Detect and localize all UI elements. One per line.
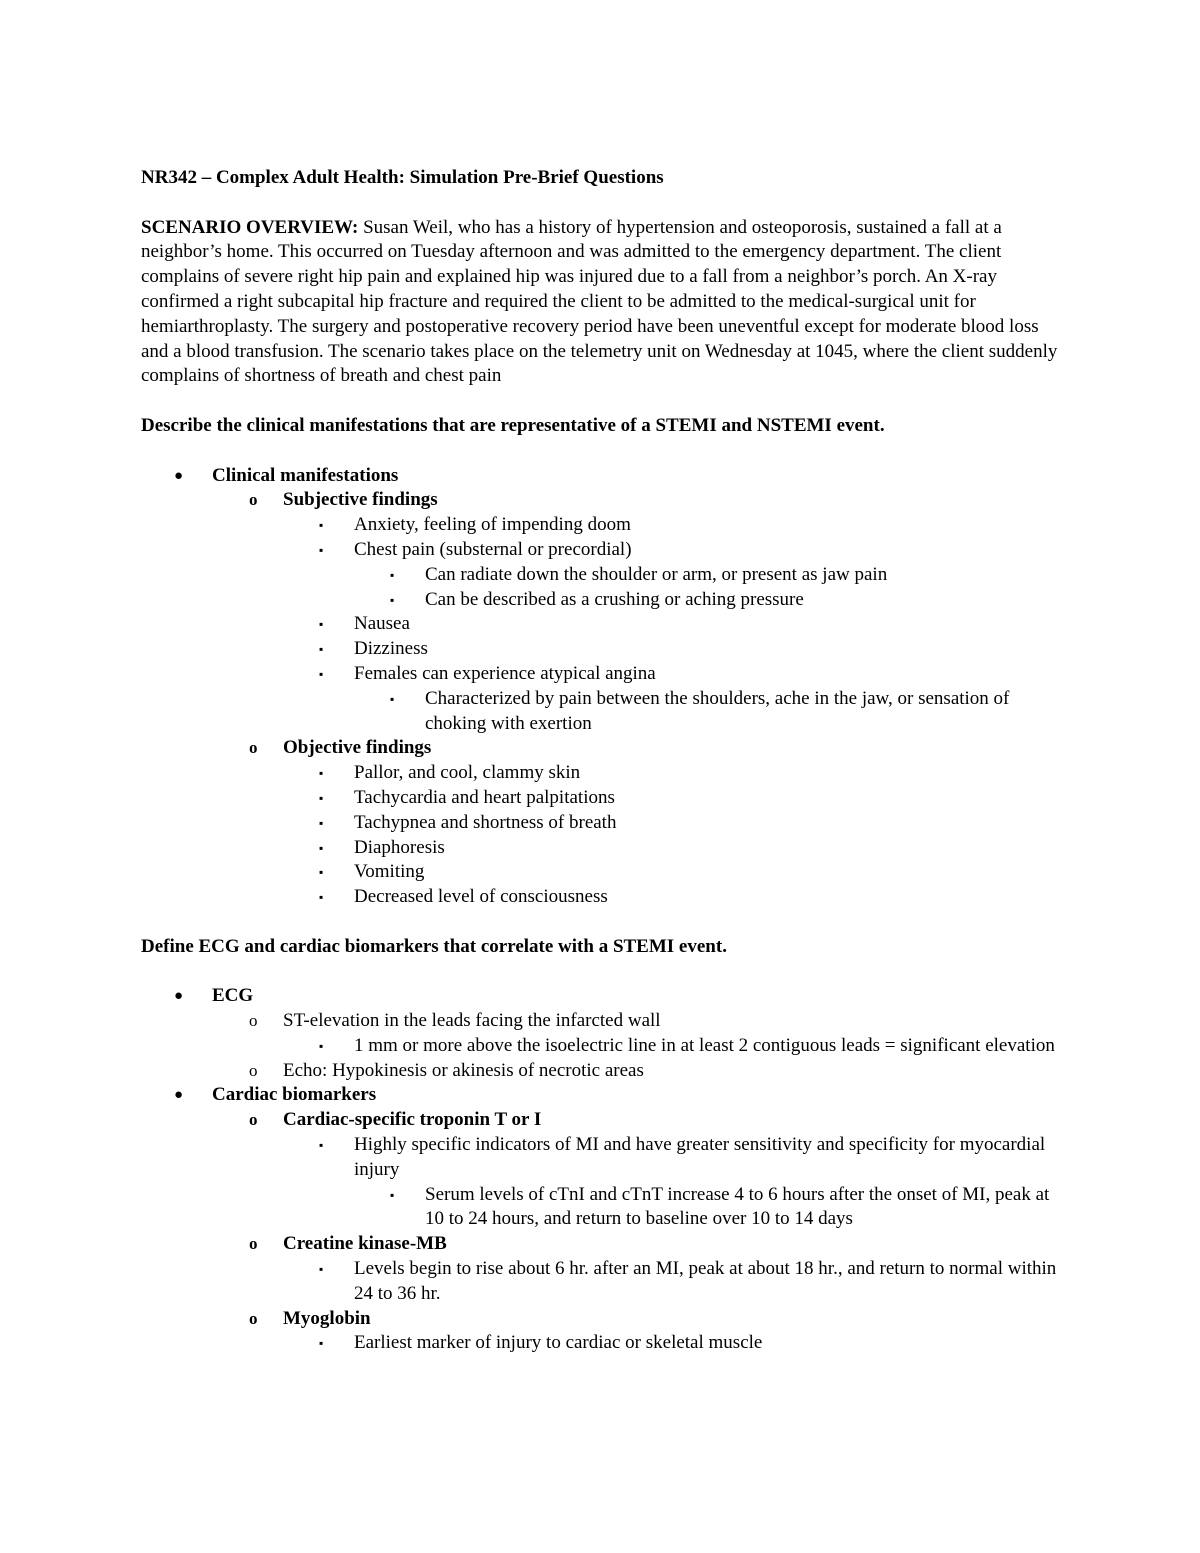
list-item	[283, 811, 1061, 836]
ckmb-list	[283, 1257, 1061, 1307]
square-marker: ▪	[319, 1038, 324, 1053]
list-item-text: Tachycardia and heart palpitations	[354, 786, 615, 808]
scenario-overview-text: Susan Weil, who has a history of hypertension and osteoporosis, sustained a fall at a neighbor’s home. This occurred on Tuesday afternoon and was admitted to the emergency department. The client complains of severe right hip pain and explained hip was injured due to a fall from a neighbor’s porch. An X-ray confirmed a right subcapital hip fracture and required the client to be admitted to the medical-surgical unit for hemiarthroplasty. The surgery and postoperative recovery period have been uneventful except for moderate blood loss and a blood transfusion. The scenario takes place on the telemetry unit on Wednesday at 1045, where the client suddenly complains of shortness of breath and chest pain	[141, 216, 1058, 387]
square-marker: ▪	[319, 542, 324, 557]
list-item	[141, 1083, 1061, 1356]
list-item	[354, 1183, 1061, 1233]
objective-findings-heading: Objective findings	[283, 737, 432, 759]
myoglobin-list	[283, 1331, 1061, 1356]
list-item	[212, 1108, 1061, 1232]
list-item-text: Can be described as a crushing or aching pressure	[425, 588, 804, 610]
list-item	[283, 1331, 1061, 1356]
list-item	[212, 736, 1061, 910]
list-item	[283, 612, 1061, 637]
list-item	[283, 885, 1061, 910]
circle-marker: o	[249, 1308, 258, 1328]
list-item	[283, 1034, 1061, 1059]
troponin-heading: Cardiac-specific troponin T or I	[283, 1109, 542, 1131]
list-item-text: Characterized by pain between the shoulders, ache in the jaw, or sensation of choking with exertion	[425, 687, 1010, 734]
square-marker: ▪	[319, 518, 324, 533]
square-marker: ▪	[319, 1262, 324, 1277]
square-marker: ▪	[390, 592, 395, 607]
list-item	[283, 836, 1061, 861]
chest-pain-sublist	[354, 563, 1061, 613]
square-marker: ▪	[319, 766, 324, 781]
list-item	[283, 1133, 1061, 1232]
list-item	[283, 538, 1061, 612]
square-marker: ▪	[319, 666, 324, 681]
list-item-text: Tachypnea and shortness of breath	[354, 811, 617, 833]
list-item-text: Diaphoresis	[354, 836, 445, 858]
manifestations-list	[141, 464, 1061, 910]
list-item-text: Echo: Hypokinesis or akinesis of necrotic areas	[283, 1059, 644, 1081]
list-item-text: Anxiety, feeling of impending doom	[354, 514, 631, 536]
question-ecg-biomarkers: Define ECG and cardiac biomarkers that correlate with a STEMI event.	[141, 935, 727, 957]
cardiac-biomarkers-heading: Cardiac biomarkers	[212, 1084, 377, 1106]
list-item-text: Nausea	[354, 613, 410, 635]
list-item	[283, 637, 1061, 662]
square-marker: ▪	[319, 1138, 324, 1153]
list-item-text: Pallor, and cool, clammy skin	[354, 762, 581, 784]
scenario-overview-label: SCENARIO OVERVIEW:	[141, 216, 359, 238]
biomarkers-list	[212, 1108, 1061, 1356]
circle-marker: o	[249, 1234, 258, 1254]
square-marker: ▪	[319, 815, 324, 830]
ecg-heading: ECG	[212, 985, 254, 1007]
circle-marker: o	[249, 490, 258, 510]
ckmb-heading: Creatine kinase-MB	[283, 1233, 447, 1255]
list-item	[354, 563, 1061, 588]
square-marker: ▪	[319, 890, 324, 905]
bullet-marker: ●	[174, 988, 184, 1005]
list-item-text: 1 mm or more above the isoelectric line in at least 2 contiguous leads = significant elevation	[354, 1034, 1055, 1056]
list-item-text: ST-elevation in the leads facing the infarcted wall	[283, 1010, 661, 1032]
list-item	[212, 1009, 1061, 1059]
list-item	[283, 860, 1061, 885]
square-marker: ▪	[390, 691, 395, 706]
atypical-angina-sublist	[354, 687, 1061, 737]
list-item-text: Decreased level of consciousness	[354, 886, 608, 908]
circle-marker: o	[249, 738, 258, 758]
list-item-text: Vomiting	[354, 861, 425, 883]
list-item-text: Females can experience atypical angina	[354, 662, 656, 684]
list-item	[354, 588, 1061, 613]
list-item	[212, 1059, 1061, 1084]
troponin-list	[283, 1133, 1061, 1232]
square-marker: ▪	[319, 790, 324, 805]
square-marker: ▪	[390, 567, 395, 582]
question-stemi-manifestations: Describe the clinical manifestations that are representative of a STEMI and NSTEMI event.	[141, 414, 885, 436]
square-marker: ▪	[319, 865, 324, 880]
bullet-marker: ●	[174, 467, 184, 484]
bullet-marker: ●	[174, 1087, 184, 1104]
list-item-text: Can radiate down the shoulder or arm, or present as jaw pain	[425, 563, 888, 585]
list-item	[141, 464, 1061, 910]
circle-marker: o	[249, 1110, 258, 1130]
list-item	[354, 687, 1061, 737]
list-item	[212, 1232, 1061, 1306]
list-item	[283, 761, 1061, 786]
square-marker: ▪	[319, 617, 324, 632]
list-item-text: Dizziness	[354, 638, 428, 660]
circle-marker: o	[249, 1060, 258, 1080]
clinical-manifestations-heading: Clinical manifestations	[212, 464, 399, 486]
list-item	[283, 786, 1061, 811]
list-item-text: Levels begin to rise about 6 hr. after an MI, peak at about 18 hr., and return to normal within 24 to 36 hr.	[354, 1258, 1057, 1304]
st-elevation-sublist	[283, 1034, 1061, 1059]
objective-findings-list	[283, 761, 1061, 910]
myoglobin-heading: Myoglobin	[283, 1307, 371, 1329]
document-content	[141, 166, 1061, 1356]
subjective-findings-list	[283, 513, 1061, 736]
square-marker: ▪	[319, 642, 324, 657]
list-item	[283, 662, 1061, 736]
subjective-findings-heading: Subjective findings	[283, 489, 438, 511]
list-item	[212, 1307, 1061, 1357]
square-marker: ▪	[319, 840, 324, 855]
list-item-text: Chest pain (substernal or precordial)	[354, 538, 632, 560]
square-marker: ▪	[390, 1187, 395, 1202]
list-item-text: Earliest marker of injury to cardiac or skeletal muscle	[354, 1332, 763, 1354]
ecg-biomarkers-list	[141, 984, 1061, 1356]
circle-marker: o	[249, 1011, 258, 1031]
list-item	[141, 984, 1061, 1083]
list-item	[283, 1257, 1061, 1307]
square-marker: ▪	[319, 1336, 324, 1351]
list-item	[212, 488, 1061, 736]
document-title: NR342 – Complex Adult Health: Simulation Pre-Brief Questions	[141, 167, 664, 188]
list-item-text: Highly specific indicators of MI and have greater sensitivity and specificity for myocardial injury	[354, 1134, 1046, 1180]
findings-list	[212, 488, 1061, 910]
list-item	[283, 513, 1061, 538]
list-item-text: Serum levels of cTnI and cTnT increase 4 to 6 hours after the onset of MI, peak at 10 to 24 hours, and return to baseline over 10 to 14 days	[425, 1183, 1050, 1230]
scenario-overview	[141, 216, 1061, 390]
troponin-sublist	[354, 1183, 1061, 1233]
ecg-list	[212, 1009, 1061, 1083]
